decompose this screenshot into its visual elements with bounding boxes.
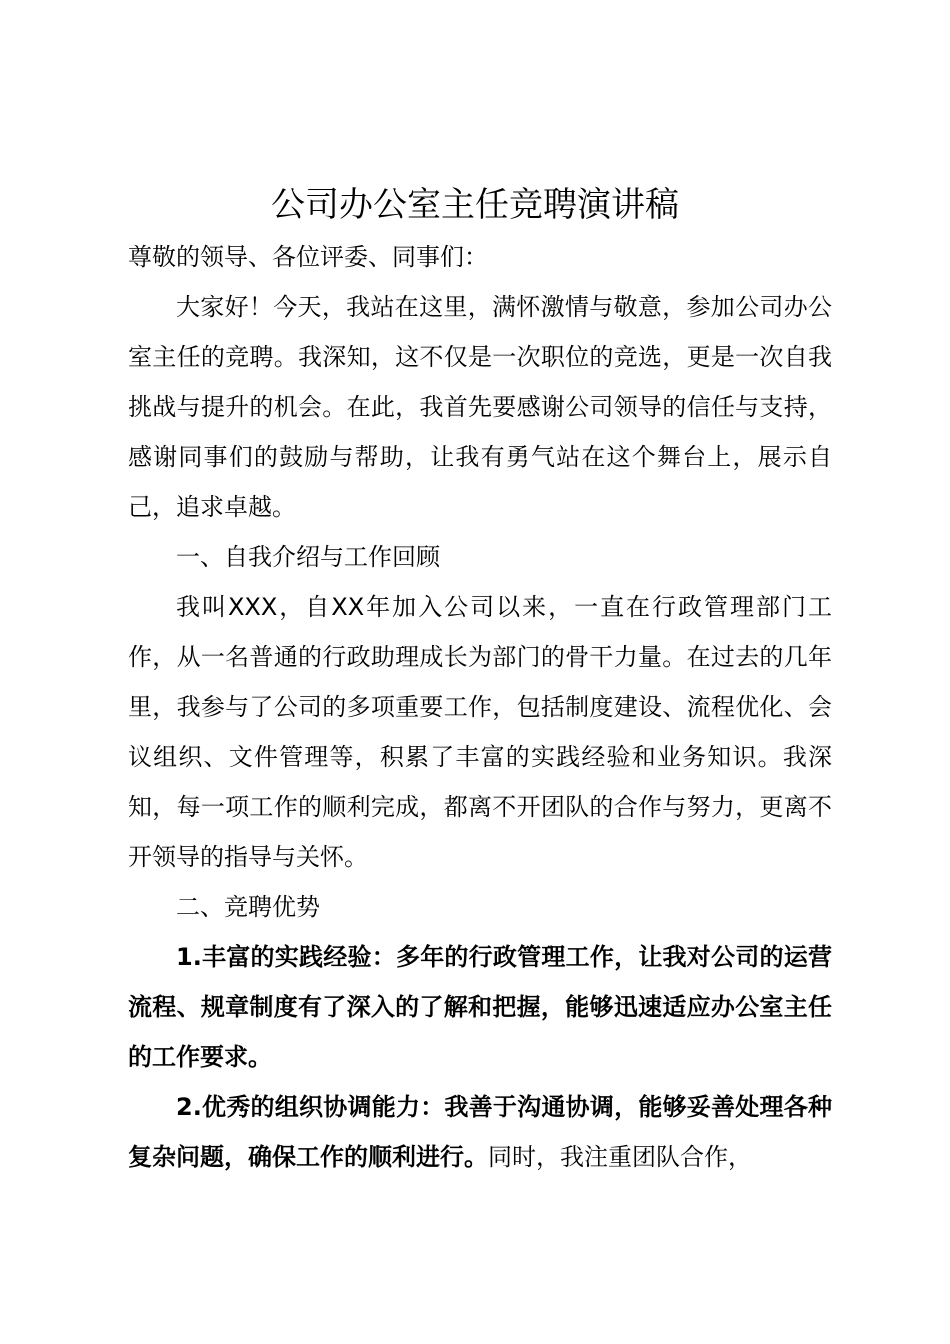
- paragraph-review: 我叫XXX，自XX年加入公司以来，一直在行政管理部门工作，从一名普通的行政助理成长为部门的骨干力量。在过去的几年里，我参与了公司的多项重要工作，包括制度建设、流程优化、会议组织、文件管理等，积累了丰富的实践经验和业务知识。我深知，每一项工作的顺利完成，都离不开团队的合作与努力，更离不开领导的指导与关怀。: [128, 593, 832, 871]
- advantage-item-2-rest: 同时，我注重团队合作，: [488, 1143, 752, 1171]
- document-title: 公司办公室主任竞聘演讲稿: [271, 185, 679, 225]
- advantage-item-1: 1.丰富的实践经验：多年的行政管理工作，让我对公司的运营流程、规章制度有了深入的了解和把握，能够迅速适应办公室主任的工作要求。: [128, 943, 832, 1071]
- advantage-item-2: [128, 1082, 832, 1182]
- advantage-item-2-bold: 2.优秀的组织协调能力：我善于沟通协调，能够妥善处理各种复杂问题，确保工作的顺利进行。: [128, 1093, 832, 1171]
- section-heading-1: 一、自我介绍与工作回顾: [176, 543, 440, 571]
- paragraph-intro: 大家好！今天，我站在这里，满怀激情与敬意，参加公司办公室主任的竞聘。我深知，这不仅是一次职位的竞选，更是一次自我挑战与提升的机会。在此，我首先要感谢公司领导的信任与支持，感谢同事们的鼓励与帮助，让我有勇气站在这个舞台上，展示自己，追求卓越。: [128, 293, 832, 521]
- document-body: [128, 232, 832, 1182]
- greeting: 尊敬的领导、各位评委、同事们：: [128, 243, 488, 271]
- section-heading-2: 二、竞聘优势: [176, 893, 320, 921]
